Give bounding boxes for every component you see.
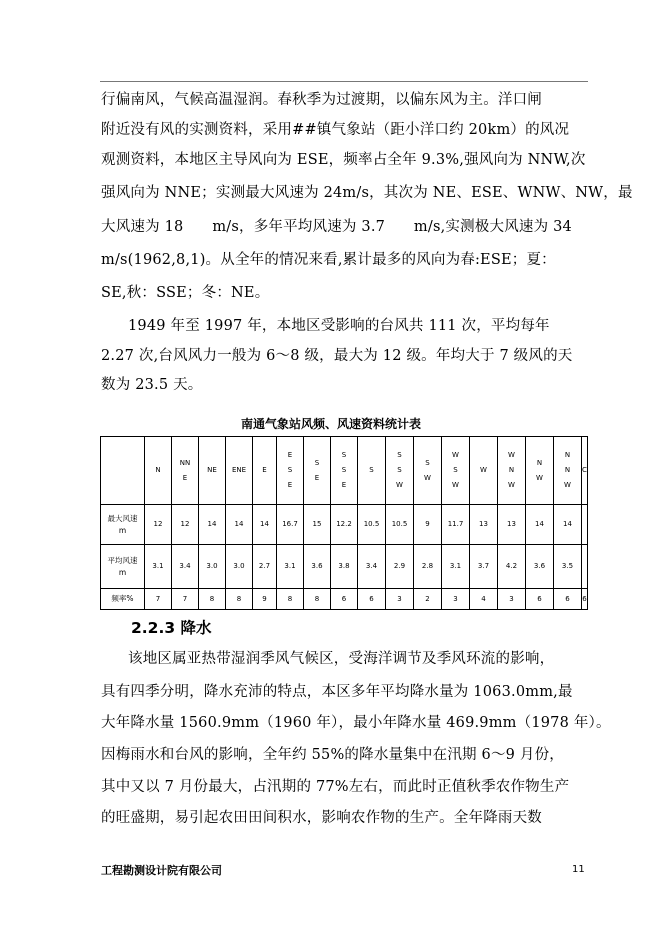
table-cell: 12 (172, 505, 199, 545)
direction-label: W (480, 466, 487, 474)
direction-label: N (155, 466, 161, 474)
table-cell: 3.6 (526, 545, 554, 589)
table-cell: 3.7 (470, 545, 498, 589)
table-cell: 13 (470, 505, 498, 545)
direction-label: W (564, 481, 571, 489)
table-cell: 9 (414, 505, 442, 545)
table-cell: 10.5 (358, 505, 386, 545)
table-cell: 6 (582, 589, 588, 610)
table-cell: 8 (304, 589, 331, 610)
direction-label: E (287, 451, 293, 459)
table-cell: 3 (386, 589, 414, 610)
table-cell: 13 (498, 505, 526, 545)
table-cell: 9 (253, 589, 277, 610)
text-line: 大风速为 18 m/s，多年平均风速为 3.7 m/s,实测极大风速为 34 (101, 219, 572, 235)
table-cell: 16.7 (277, 505, 304, 545)
row-label (101, 505, 145, 545)
table-cell: 3 (498, 589, 526, 610)
table-cell: 3.0 (226, 545, 253, 589)
direction-header-row (101, 437, 588, 505)
text-line: 附近没有风的实测资料，采用##镇气象站（距小洋口约 20km）的风况 (101, 122, 570, 138)
direction-label: S (341, 451, 347, 459)
direction-label: NE (207, 466, 217, 474)
table-cell: 12 (145, 505, 172, 545)
table-cell: 6 (358, 589, 386, 610)
table-cell: 3.1 (442, 545, 470, 589)
table-cell: 6 (554, 589, 582, 610)
text-line: 强风向为 NNE；实测最大风速为 24m/s，其次为 NE、ESE、WNW、NW，最 (101, 185, 633, 201)
table-cell: 4 (470, 589, 498, 610)
table-cell: 8 (199, 589, 226, 610)
direction-label: W (508, 481, 515, 489)
text-line: 行偏南风，气候高温湿润。春秋季为过渡期，以偏东风为主。洋口闸 (101, 92, 542, 108)
wind-statistics-table (100, 436, 588, 610)
direction-header-cell (304, 437, 331, 505)
table-row (101, 505, 588, 545)
direction-label: ENE (231, 466, 247, 474)
direction-label: S (314, 458, 320, 467)
direction-header-cell (498, 437, 526, 505)
text-line: m/s(1962,8,1)。从全年的情况来看,累计最多的风向为春:ESE；夏： (101, 252, 556, 268)
table-cell (582, 545, 588, 589)
text-line: 具有四季分明，降水充沛的特点，本区多年平均降水量为 1063.0mm,最 (101, 684, 573, 700)
text-line: 1949 年至 1997 年，本地区受影响的台风共 111 次，平均每年 (128, 318, 550, 334)
direction-header-cell (470, 437, 498, 505)
direction-label: W (536, 473, 543, 482)
direction-label: E (262, 466, 267, 474)
row-label (101, 589, 145, 610)
text-line: 因梅雨水和台风的影响，全年约 55%的降水量集中在汛期 6～9 月份， (101, 747, 565, 763)
direction-label: C (582, 466, 587, 474)
direction-label: N (564, 451, 571, 459)
direction-label: E (287, 481, 293, 489)
section-heading: 2.2.3 降水 (131, 619, 212, 637)
text-line: 2.27 次,台风风力一般为 6～8 级，最大为 12 级。年均大于 7 级风的天 (101, 348, 573, 364)
direction-header-cell (582, 437, 588, 505)
direction-header-cell (386, 437, 414, 505)
direction-label: E (182, 473, 188, 482)
table-cell: 4.2 (498, 545, 526, 589)
table-cell: 3 (442, 589, 470, 610)
direction-label: S (341, 466, 347, 474)
direction-header-cell (199, 437, 226, 505)
table-cell: 3.8 (331, 545, 358, 589)
row-label-text: 最大风速 (107, 513, 138, 523)
table-cell: 3.1 (277, 545, 304, 589)
text-line: SE,秋：SSE；冬：NE。 (101, 285, 270, 301)
direction-label: W (452, 451, 459, 459)
table-cell: 3.0 (199, 545, 226, 589)
text-line: 观测资料，本地区主导风向为 ESE，频率占全年 9.3%,强风向为 NNW,次 (101, 152, 586, 168)
row-label-text: 频率% (111, 594, 134, 603)
direction-label: S (369, 466, 374, 474)
table-cell: 3.4 (172, 545, 199, 589)
direction-label: W (424, 473, 431, 482)
direction-label: S (397, 451, 402, 459)
header-rule (100, 81, 588, 82)
direction-header-cell (554, 437, 582, 505)
table-cell: 3.4 (358, 545, 386, 589)
table-cell: 3.5 (554, 545, 582, 589)
row-label-text: m (118, 567, 127, 577)
direction-header-cell (526, 437, 554, 505)
table-cell: 14 (526, 505, 554, 545)
table-cell: 2.7 (253, 545, 277, 589)
direction-header-cell (277, 437, 304, 505)
text-line: 大年降水量 1560.9mm（1960 年），最小年降水量 469.9mm（1978 年）。 (101, 715, 611, 731)
direction-label: E (314, 473, 320, 482)
direction-label: N (564, 466, 571, 474)
table-cell: 3.1 (145, 545, 172, 589)
row-label (101, 545, 145, 589)
table-cell: 2 (414, 589, 442, 610)
direction-label: E (341, 481, 347, 489)
text-line: 其中又以 7 月份最大，占汛期的 77%左右，而此时正值秋季农作物生产 (101, 779, 570, 795)
table-cell: 3.6 (304, 545, 331, 589)
table-cell: 6 (526, 589, 554, 610)
table-cell: 11.7 (442, 505, 470, 545)
corner-cell (101, 437, 145, 505)
direction-label: W (452, 481, 459, 489)
text-line: 该地区属亚热带湿润季风气候区，受海洋调节及季风环流的影响， (128, 651, 555, 667)
direction-label: S (425, 458, 430, 467)
table-caption: 南通气象站风频、风速资料统计表 (240, 417, 421, 431)
direction-label: S (287, 466, 293, 474)
table-cell: 14 (253, 505, 277, 545)
table-cell: 6 (331, 589, 358, 610)
table-cell: 10.5 (386, 505, 414, 545)
direction-header-cell (172, 437, 199, 505)
table-row (101, 545, 588, 589)
direction-header-cell (331, 437, 358, 505)
direction-header-cell (253, 437, 277, 505)
table-cell: 12.2 (331, 505, 358, 545)
text-line: 的旺盛期，易引起农田田间积水，影响农作物的生产。全年降雨天数 (101, 810, 542, 826)
table-cell: 8 (277, 589, 304, 610)
table-cell: 2.9 (386, 545, 414, 589)
table-cell: 14 (226, 505, 253, 545)
direction-label: NN (179, 458, 191, 467)
direction-label: N (508, 466, 515, 474)
table-cell: 14 (199, 505, 226, 545)
direction-label: S (453, 466, 458, 474)
direction-label: S (397, 466, 402, 474)
table-cell: 7 (172, 589, 199, 610)
table-row (101, 589, 588, 610)
table-cell: 8 (226, 589, 253, 610)
table-cell (582, 505, 588, 545)
table-cell: 14 (554, 505, 582, 545)
row-label-text: m (118, 525, 127, 535)
row-label-text: 平均风速 (107, 555, 138, 565)
direction-label: W (396, 481, 403, 489)
direction-header-cell (358, 437, 386, 505)
table-cell: 2.8 (414, 545, 442, 589)
text-line: 数为 23.5 天。 (101, 377, 203, 393)
table-cell: 7 (145, 589, 172, 610)
table-cell: 15 (304, 505, 331, 545)
direction-header-cell (145, 437, 172, 505)
direction-header-cell (226, 437, 253, 505)
direction-header-cell (414, 437, 442, 505)
footer-company: 工程勘测设计院有限公司 (101, 864, 222, 877)
direction-label: W (508, 451, 515, 459)
direction-header-cell (442, 437, 470, 505)
direction-label: N (536, 458, 543, 467)
page-number: 11 (572, 864, 585, 875)
